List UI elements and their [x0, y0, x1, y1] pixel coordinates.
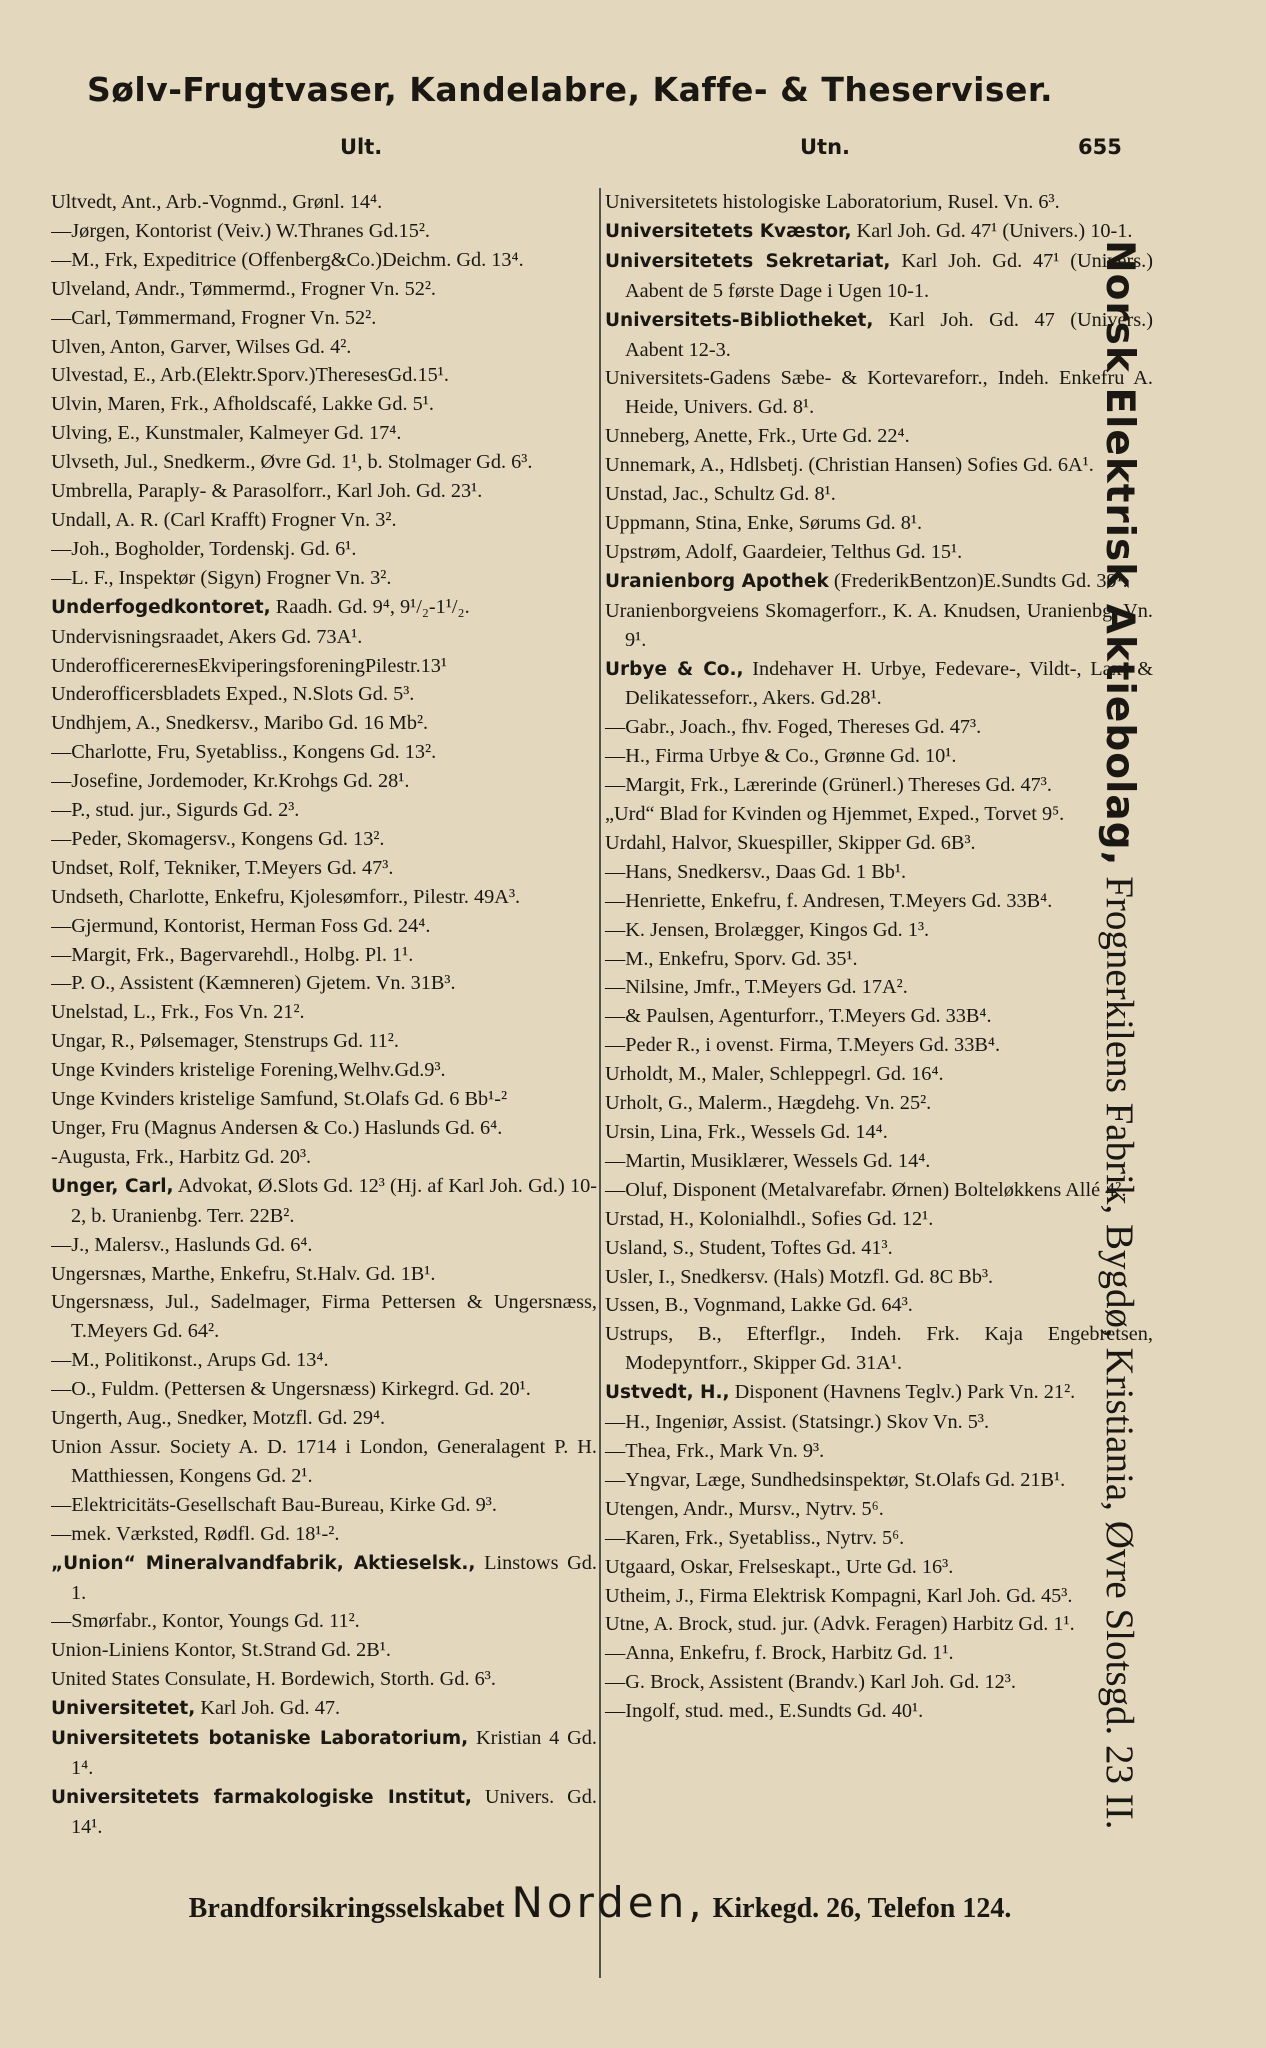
entry-text: Utheim, J., Firma Elektrisk Kompagni, Karl Joh. Gd. 45³.: [605, 1584, 1073, 1607]
entry-text: Unstad, Jac., Schultz Gd. 8¹.: [605, 483, 836, 506]
right-column: [599, 188, 1153, 1978]
entry-text: Undset, Rolf, Tekniker, T.Meyers Gd. 47³.: [51, 856, 394, 879]
entry-text: Ustrups, B., Efterflgr., Indeh. Frk. Kaja Engebretsen, Modepyntforr., Skipper Gd. 31A¹.: [605, 1323, 1153, 1375]
directory-entry: [51, 1636, 597, 1665]
directory-entry: [51, 941, 597, 970]
entry-text: —Carl, Tømmermand, Frogner Vn. 52².: [51, 306, 377, 329]
entry-text: Karl Joh. Gd. 47.: [195, 1697, 341, 1720]
side-ad-address: Frognerkilens Fabrik, Bygdø, Kristiania, Øvre Slotsgd. 23 II.: [1098, 866, 1141, 1830]
entry-text: -Augusta, Frk., Harbitz Gd. 20³.: [51, 1145, 312, 1168]
directory-entry: [51, 535, 597, 564]
entry-text: Ungersnæs, Marthe, Enkefru, St.Halv. Gd. 1B¹.: [51, 1262, 436, 1285]
entry-heading: Ustvedt, H.,: [605, 1382, 730, 1404]
directory-entry: [605, 1002, 1153, 1031]
entry-text: „Urd“ Blad for Kvinden og Hjemmet, Exped., Torvet 9⁵.: [605, 803, 1065, 826]
entry-heading: Universitets-Bibliotheket,: [605, 309, 874, 331]
entry-text: —Thea, Frk., Mark Vn. 9³.: [605, 1439, 825, 1462]
directory-entry: [51, 246, 597, 275]
directory-entry: [605, 1697, 1153, 1726]
entry-text: —G. Brock, Assistent (Brandv.) Karl Joh. Gd. 12³.: [605, 1671, 1016, 1694]
entry-text: —P. O., Assistent (Kæmneren) Gjetem. Vn. 31B³.: [51, 972, 456, 995]
entry-text: Karl Joh. Gd. 47¹ (Univers.) Aabent de 5 første Dage i Ugen 10-1.: [625, 249, 1153, 302]
entry-text: Unelstad, L., Frk., Fos Vn. 21².: [51, 1001, 305, 1024]
entry-text: —Karen, Frk., Syetabliss., Nytrv. 5⁶.: [605, 1526, 905, 1549]
directory-entry: [51, 767, 597, 796]
entry-text: —Hans, Snedkersv., Daas Gd. 1 Bb¹.: [605, 860, 907, 883]
guide-word-left: Ult.: [340, 135, 383, 159]
entry-text: Ulvin, Maren, Frk., Afholdscafé, Lakke Gd. 5¹.: [51, 393, 434, 416]
directory-entry: [605, 451, 1153, 480]
directory-entry: [51, 564, 597, 593]
entry-heading: Universitetet,: [51, 1698, 196, 1720]
entry-text: Karl Joh. Gd. 47 (Univers.) Aabent 12-3.: [625, 308, 1153, 361]
directory-entry: [605, 713, 1153, 742]
directory-entry: [605, 1582, 1153, 1611]
directory-entry: [51, 738, 597, 767]
entry-text: Utne, A. Brock, stud. jur. (Advk. Feragen) Harbitz Gd. 1¹.: [605, 1613, 1075, 1636]
entry-text: Disponent (Havnens Teglv.) Park Vn. 21².: [729, 1381, 1076, 1404]
directory-entry: [51, 275, 597, 304]
directory-entry: [605, 306, 1153, 365]
directory-entry: [51, 361, 597, 390]
entry-text: UnderofficerernesEkviperingsforeningPilestr.13¹: [51, 654, 448, 677]
directory-entry: [605, 1408, 1153, 1437]
directory-entry: [605, 1610, 1153, 1639]
entry-text: Univers. Gd. 14¹.: [71, 1785, 597, 1838]
entry-text: —Peder R., i ovenst. Firma, T.Meyers Gd. 33B⁴.: [605, 1034, 1001, 1057]
entry-text: Ursin, Lina, Frk., Wessels Gd. 14⁴.: [605, 1121, 888, 1143]
directory-entry: [51, 680, 597, 709]
directory-entry: [605, 1668, 1153, 1697]
entry-text: Ungerth, Aug., Snedker, Motzfl. Gd. 29⁴.: [51, 1407, 386, 1430]
page-number: 655: [1078, 135, 1122, 159]
entry-text: —M., Politikonst., Arups Gd. 13⁴.: [51, 1349, 329, 1372]
entry-text: Ulveland, Andr., Tømmermd., Frogner Vn. 52².: [51, 277, 437, 300]
entry-text: United States Consulate, H. Bordewich, Storth. Gd. 6³.: [51, 1668, 496, 1691]
entry-text: Ulvseth, Jul., Snedkerm., Øvre Gd. 1¹, b. Stolmager Gd. 6³.: [51, 451, 533, 474]
directory-entry: [605, 364, 1153, 422]
entry-text: Ungersnæss, Jul., Sadelmager, Firma Pettersen & Ungersnæss, T.Meyers Gd. 64².: [51, 1291, 597, 1343]
directory-entry: [605, 1089, 1153, 1118]
directory-entry: [605, 1466, 1153, 1495]
entry-text: Undervisningsraadet, Akers Gd. 73A¹.: [51, 625, 363, 648]
entry-heading: Unger, Carl,: [51, 1175, 174, 1197]
directory-entry: [51, 1346, 597, 1375]
directory-entry: [605, 655, 1153, 714]
entry-text: Indehaver H. Urbye, Fedevare-, Vildt-, Lax- & Delikatesseforr., Akers. Gd.28¹.: [625, 657, 1153, 710]
entry-text: —Gjermund, Kontorist, Herman Foss Gd. 24⁴.: [51, 914, 431, 937]
entry-text: Ulven, Anton, Garver, Wilses Gd. 4².: [51, 335, 352, 358]
directory-entry: [51, 998, 597, 1027]
entry-text: —Gabr., Joach., fhv. Foged, Thereses Gd. 47³.: [605, 716, 982, 739]
directory-entry: [51, 1520, 597, 1549]
directory-entry: [605, 188, 1153, 217]
directory-entry: [51, 623, 597, 652]
directory-entry: [605, 829, 1153, 858]
directory-entry: [605, 1176, 1153, 1205]
entry-text: Karl Joh. Gd. 47¹ (Univers.) 10-1.: [851, 219, 1133, 242]
directory-entry: [51, 1260, 597, 1289]
directory-entry: [51, 854, 597, 883]
entry-text: —M., Enkefru, Sporv. Gd. 35¹.: [605, 947, 858, 970]
entry-text: —mek. Værksted, Rødfl. Gd. 18¹-².: [51, 1522, 340, 1545]
directory-entry: [605, 771, 1153, 800]
entry-text: Ulvestad, E., Arb.(Elektr.Sporv.)TheresesGd.15¹.: [51, 364, 449, 387]
directory-entry: [51, 796, 597, 825]
footer-advertisement: [55, 1878, 1145, 1927]
directory-entry: [51, 1783, 597, 1842]
entry-text: Usler, I., Snedkersv. (Hals) Motzfl. Gd. 8C Bb³.: [605, 1265, 994, 1288]
entry-text: —Charlotte, Fru, Syetabliss., Kongens Gd. 13².: [51, 741, 437, 764]
side-advertisement: [1093, 240, 1145, 1829]
entry-text: —J., Malersv., Haslunds Gd. 6⁴.: [51, 1233, 313, 1256]
directory-entry: [51, 1724, 597, 1783]
directory-entry: [51, 1404, 597, 1433]
entry-text: Union-Liniens Kontor, St.Strand Gd. 2B¹.: [51, 1639, 391, 1662]
directory-entry: [51, 419, 597, 448]
footer-company: Brandforsikringsselskabet: [188, 1893, 512, 1924]
entry-text: —Smørfabr., Kontor, Youngs Gd. 11².: [51, 1610, 360, 1633]
entry-text: —Oluf, Disponent (Metalvarefabr. Ørnen) Bolteløkkens Allé 4².: [605, 1178, 1127, 1201]
directory-entry: [51, 1433, 597, 1491]
directory-entry: [605, 887, 1153, 916]
entry-text: Raadh. Gd. 9⁴, 9¹/₂-1¹/₂.: [270, 595, 470, 618]
entry-text: —Yngvar, Læge, Sundhedsinspektør, St.Olafs Gd. 21B¹.: [605, 1468, 1066, 1491]
directory-entry: [51, 1288, 597, 1346]
entry-text: —Martin, Musiklærer, Wessels Gd. 14⁴.: [605, 1149, 931, 1172]
entry-text: Unge Kvinders kristelige Samfund, St.Olafs Gd. 6 Bb¹-²: [51, 1088, 508, 1111]
directory-entry: [51, 217, 597, 246]
entry-text: —L. F., Inspektør (Sigyn) Frogner Vn. 3².: [51, 566, 392, 589]
entry-text: Universitets-Gadens Sæbe- & Kortevareforr., Indeh. Enkefru A. Heide, Univers. Gd. 8¹.: [605, 367, 1153, 419]
entry-text: —P., stud. jur., Sigurds Gd. 2³.: [51, 799, 300, 822]
directory-entry: [605, 1205, 1153, 1234]
entry-text: —Jørgen, Kontorist (Veiv.) W.Thranes Gd.15².: [51, 219, 430, 242]
entry-text: Urholt, G., Malerm., Hægdehg. Vn. 25².: [605, 1092, 932, 1115]
directory-entry: [605, 1378, 1153, 1408]
directory-entry: [605, 858, 1153, 887]
entry-text: (FrederikBentzon)E.Sundts Gd. 39¹.: [828, 569, 1128, 592]
directory-entry: [605, 916, 1153, 945]
directory-entry: [51, 1085, 597, 1114]
directory-entry: [605, 509, 1153, 538]
entry-heading: Universitetets farmakologiske Institut,: [51, 1786, 472, 1808]
directory-entry: [51, 1231, 597, 1260]
directory-entry: [605, 538, 1153, 567]
top-advertisement-banner: Sølv-Frugtvaser, Kandelabre, Kaffe- & Theserviser.: [86, 70, 1054, 109]
directory-entry: [51, 1375, 597, 1404]
directory-entry: [51, 593, 597, 623]
entry-text: Urdahl, Halvor, Skuespiller, Skipper Gd. 6B³.: [605, 831, 976, 854]
directory-entry: [605, 1437, 1153, 1466]
entry-heading: „Union“ Mineralvandfabrik, Aktieselsk.,: [51, 1552, 476, 1574]
entry-text: —M., Frk, Expeditrice (Offenberg&Co.)Deichm. Gd. 13⁴.: [51, 248, 524, 271]
directory-entry: [51, 825, 597, 854]
directory-entry: [51, 188, 597, 217]
entry-text: —H., Firma Urbye & Co., Grønne Gd. 10¹.: [605, 745, 957, 768]
entry-text: —K. Jensen, Brolægger, Kingos Gd. 1³.: [605, 918, 930, 941]
entry-text: Uranienborgveiens Skomagerforr., K. A. Knudsen, Uranienbg. Vn. 9¹.: [605, 599, 1153, 651]
directory-entry: [605, 217, 1153, 247]
directory-entry: [605, 1524, 1153, 1553]
entry-heading: Universitetets Kvæstor,: [605, 220, 852, 242]
directory-entry: [51, 1114, 597, 1143]
entry-text: Universitetets histologiske Laboratorium, Rusel. Vn. 6³.: [605, 191, 1060, 213]
directory-entry: [605, 1639, 1153, 1668]
entry-text: Advokat, Ø.Slots Gd. 12³ (Hj. af Karl Joh. Gd.) 10-2, b. Uranienbg. Terr. 22B².: [71, 1174, 597, 1227]
directory-entry: [605, 1320, 1153, 1378]
entry-text: Usland, S., Student, Toftes Gd. 41³.: [605, 1236, 893, 1259]
side-ad-company: Norsk Elektrisk Aktiebolag,: [1097, 240, 1142, 867]
directory-entry: [605, 1553, 1153, 1582]
entry-text: —Elektricitäts-Gesellschaft Bau-Bureau, Kirke Gd. 9³.: [51, 1493, 497, 1516]
directory-entry: [605, 247, 1153, 306]
footer-brand: Norden,: [511, 1878, 706, 1927]
entry-text: Ulving, E., Kunstmaler, Kalmeyer Gd. 17⁴.: [51, 422, 402, 445]
entry-text: Unge Kvinders kristelige Forening,Welhv.Gd.9³.: [51, 1059, 446, 1082]
entry-text: Upstrøm, Adolf, Gaardeier, Telthus Gd. 15¹.: [605, 540, 963, 563]
directory-entry: [51, 1056, 597, 1085]
entry-text: —O., Fuldm. (Pettersen & Ungersnæss) Kirkegrd. Gd. 20¹.: [51, 1378, 531, 1401]
directory-entry: [605, 597, 1153, 655]
directory-entry: [51, 1665, 597, 1694]
entry-text: Utengen, Andr., Mursv., Nytrv. 5⁶.: [605, 1497, 884, 1520]
directory-entry: [605, 1031, 1153, 1060]
directory-entry: [605, 800, 1153, 829]
directory-entry: [605, 1291, 1153, 1320]
directory-entry: [51, 883, 597, 912]
directory-entry: [605, 1263, 1153, 1292]
left-column: [51, 188, 597, 1978]
directory-entry: [605, 1060, 1153, 1089]
directory-entry: [605, 1147, 1153, 1176]
directory-entry: [51, 969, 597, 998]
directory-entry: [51, 506, 597, 535]
entry-heading: Universitetets Sekretariat,: [605, 250, 891, 272]
directory-entry: [51, 652, 597, 681]
entry-text: Linstows Gd. 1.: [71, 1551, 597, 1604]
directory-entry: [51, 912, 597, 941]
entry-text: —Josefine, Jordemoder, Kr.Krohgs Gd. 28¹.: [51, 770, 410, 793]
entry-text: Underofficersbladets Exped., N.Slots Gd. 5³.: [51, 683, 415, 706]
entry-text: Undhjem, A., Snedkersv., Maribo Gd. 16 Mb².: [51, 712, 429, 735]
entry-text: Uppmann, Stina, Enke, Sørums Gd. 8¹.: [605, 511, 923, 534]
entry-text: Ungar, R., Pølsemager, Stenstrups Gd. 11².: [51, 1030, 399, 1053]
entry-text: —Margit, Frk., Bagervarehdl., Holbg. Pl. 1¹.: [51, 943, 414, 966]
directory-entry: [51, 304, 597, 333]
entry-text: Ussen, B., Vognmand, Lakke Gd. 64³.: [605, 1294, 913, 1317]
directory-entry: [51, 1027, 597, 1056]
entry-heading: Universitetets botaniske Laboratorium,: [51, 1728, 469, 1750]
entry-text: —Henriette, Enkefru, f. Andresen, T.Meyers Gd. 33B⁴.: [605, 889, 1053, 912]
directory-entry: [605, 973, 1153, 1002]
entry-heading: Underfogedkontoret,: [51, 596, 271, 618]
entry-text: Undall, A. R. (Carl Krafft) Frogner Vn. 3².: [51, 508, 397, 531]
entry-text: Unneberg, Anette, Frk., Urte Gd. 22⁴.: [605, 425, 910, 448]
footer-contact: Kirkegd. 26, Telefon 124.: [705, 1893, 1012, 1924]
entry-text: —& Paulsen, Agenturforr., T.Meyers Gd. 33B⁴.: [605, 1005, 992, 1028]
entry-text: Union Assur. Society A. D. 1714 i London, Generalagent P. H. Matthiessen, Kongens Gd. 2¹.: [51, 1435, 597, 1487]
directory-entry: [51, 1172, 597, 1231]
directory-entry: [605, 480, 1153, 509]
entry-text: Kristian 4 Gd. 1⁴.: [71, 1727, 597, 1779]
entry-text: Utgaard, Oskar, Frelseskapt., Urte Gd. 16³.: [605, 1555, 954, 1578]
directory-entry: [51, 477, 597, 506]
entry-text: Urstad, H., Kolonialhdl., Sofies Gd. 12¹.: [605, 1207, 934, 1230]
entry-text: Umbrella, Paraply- & Parasolforr., Karl Joh. Gd. 23¹.: [51, 480, 483, 503]
directory-entry: [605, 422, 1153, 451]
directory-entry: [51, 709, 597, 738]
entry-text: Undseth, Charlotte, Enkefru, Kjolesømforr., Pilestr. 49A³.: [51, 885, 521, 908]
entry-text: Unger, Fru (Magnus Andersen & Co.) Haslunds Gd. 6⁴.: [51, 1117, 503, 1139]
entry-text: —Joh., Bogholder, Tordenskj. Gd. 6¹.: [51, 537, 357, 560]
running-header: [0, 135, 1266, 171]
directory-entry: [605, 742, 1153, 771]
entry-text: —Margit, Frk., Lærerinde (Grünerl.) Thereses Gd. 47³.: [605, 774, 1052, 797]
directory-entry: [51, 1694, 597, 1724]
directory-entry: [51, 1491, 597, 1520]
directory-entry: [605, 1234, 1153, 1263]
entry-heading: Urbye & Co.,: [605, 658, 744, 680]
entry-text: —Ingolf, stud. med., E.Sundts Gd. 40¹.: [605, 1700, 924, 1723]
guide-word-right: Utn.: [800, 135, 851, 159]
directory-entry: [51, 448, 597, 477]
entry-text: —Anna, Enkefru, f. Brock, Harbitz Gd. 1¹.: [605, 1642, 954, 1665]
entry-heading: Uranienborg Apothek: [605, 570, 829, 592]
directory-entry: [51, 390, 597, 419]
directory-entry: [605, 945, 1153, 974]
entry-text: —H., Ingeniør, Assist. (Statsingr.) Skov Vn. 5³.: [605, 1411, 990, 1434]
directory-entry: [51, 1143, 597, 1172]
entry-text: —Peder, Skomagersv., Kongens Gd. 13².: [51, 827, 385, 850]
directory-entry: [605, 1495, 1153, 1524]
entry-text: Ultvedt, Ant., Arb.-Vognmd., Grønl. 14⁴.: [51, 191, 383, 213]
directory-entry: [51, 1607, 597, 1636]
directory-entry: [51, 333, 597, 362]
directory-entry: [51, 1549, 597, 1608]
entry-text: Unnemark, A., Hdlsbetj. (Christian Hansen) Sofies Gd. 6A¹.: [605, 454, 1094, 477]
entry-text: Urholdt, M., Maler, Schleppegrl. Gd. 16⁴.: [605, 1063, 944, 1086]
directory-entry: [605, 567, 1153, 597]
entry-text: —Nilsine, Jmfr., T.Meyers Gd. 17A².: [605, 976, 908, 999]
directory-entry: [605, 1118, 1153, 1147]
